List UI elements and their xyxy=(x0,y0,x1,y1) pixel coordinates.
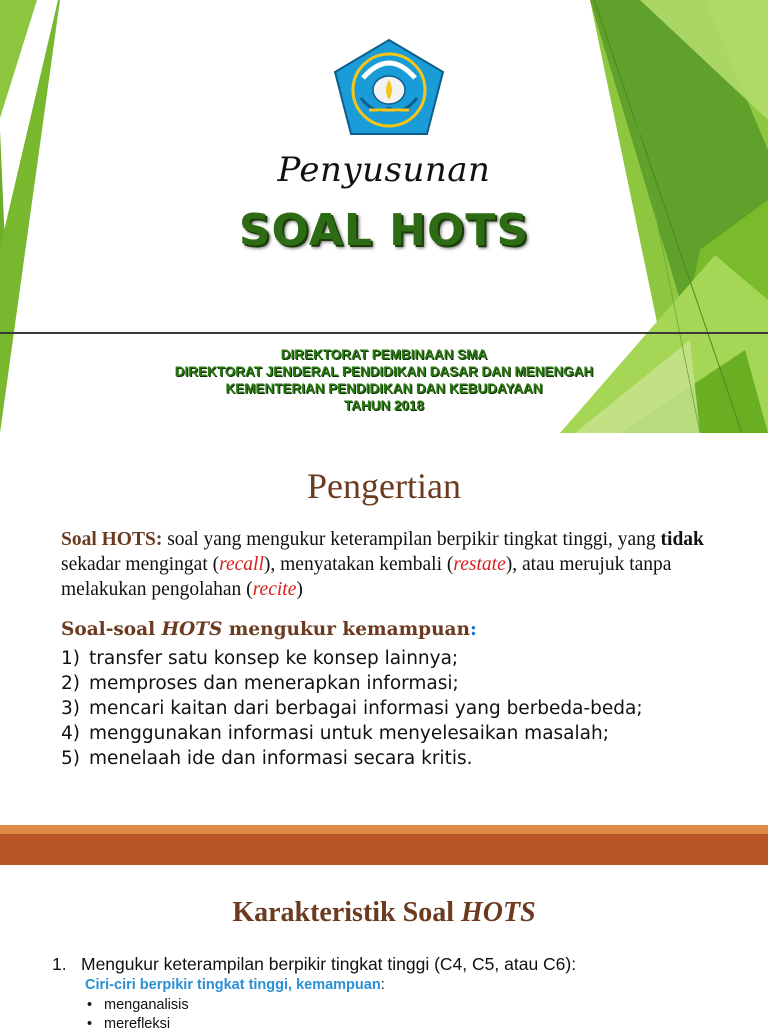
heading-emphasis: HOTS xyxy=(460,897,536,928)
term-restate: restate xyxy=(453,554,506,575)
title-slide xyxy=(0,0,768,433)
definition-term: Soal HOTS: xyxy=(61,529,163,550)
sub-label-colon: : xyxy=(380,977,385,993)
emphasis-word: tidak xyxy=(660,529,704,550)
bullet-text: merefleksi xyxy=(104,1016,171,1032)
bullet-icon: • xyxy=(87,1016,93,1032)
definition-slide xyxy=(0,433,768,825)
list-number: 2) xyxy=(61,673,80,694)
definition-text: ) xyxy=(296,579,303,600)
org-line: DIREKTORAT JENDERAL PENDIDIKAN DASAR DAN MENENGAH xyxy=(174,364,594,379)
list-item xyxy=(61,646,643,671)
organization-block xyxy=(0,346,768,414)
definition-text: sekadar mengingat ( xyxy=(61,554,220,575)
list-number: 4) xyxy=(61,723,80,744)
list-text: mencari kaitan dari berbagai informasi yang berbeda-beda; xyxy=(89,698,643,719)
definition-paragraph xyxy=(61,527,733,602)
list-item xyxy=(61,721,643,746)
divider-line xyxy=(0,332,768,334)
list-text: memproses dan menerapkan informasi; xyxy=(89,673,459,694)
header-bar xyxy=(0,834,768,865)
bullet-text: menganalisis xyxy=(104,997,189,1013)
list-text: transfer satu konsep ke konsep lainnya; xyxy=(89,648,459,669)
term-recite: recite xyxy=(252,579,297,600)
org-line: DIREKTORAT PEMBINAAN SMA xyxy=(280,347,488,362)
header-bar-accent xyxy=(0,825,768,834)
definition-text: ), atau merujuk tanpa melakukan pengolahan ( xyxy=(61,554,672,600)
abilities-title-text: Soal-soal xyxy=(61,619,162,640)
sub-label xyxy=(85,977,385,993)
abilities-title-text: mengukur kemampuan xyxy=(222,619,470,640)
slide-heading xyxy=(0,897,768,929)
list-item xyxy=(61,746,643,771)
abilities-title-emphasis: HOTS xyxy=(161,619,223,640)
list-item xyxy=(61,671,643,696)
bullet-item xyxy=(87,996,189,1015)
bullet-icon: • xyxy=(87,997,93,1013)
tut-wuri-handayani-logo xyxy=(333,38,445,136)
definition-text: ), menyatakan kembali ( xyxy=(263,554,454,575)
abilities-title xyxy=(61,619,477,640)
definition-text: soal yang mengukur keterampilan berpikir tingkat tinggi, yang xyxy=(162,529,661,550)
list-number: 5) xyxy=(61,748,80,769)
sub-label-text: Ciri-ciri berpikir tingkat tinggi, kemampuan xyxy=(85,977,381,993)
list-number: 3) xyxy=(61,698,80,719)
list-number: 1) xyxy=(61,648,80,669)
slide-heading: Pengertian xyxy=(307,466,461,506)
bullet-list xyxy=(87,996,189,1034)
list-text: menelaah ide dan informasi secara kritis. xyxy=(89,748,473,769)
subtitle-script: Penyusunan xyxy=(277,150,491,190)
abilities-list xyxy=(61,646,643,771)
item-number: 1. xyxy=(52,954,67,974)
heading-text: Karakteristik Soal xyxy=(232,897,461,928)
item-text: Mengukur keterampilan berpikir tingkat tinggi (C4, C5, atau C6): xyxy=(81,954,577,974)
numbered-item xyxy=(52,954,576,975)
term-recall: recall xyxy=(219,554,264,575)
characteristics-slide xyxy=(0,865,768,1032)
bullet-item xyxy=(87,1015,189,1034)
org-line: TAHUN 2018 xyxy=(343,398,425,413)
abilities-title-colon: : xyxy=(469,619,477,640)
slide-title: SOAL HOTS xyxy=(238,205,530,256)
list-text: menggunakan informasi untuk menyelesaikan masalah; xyxy=(89,723,609,744)
org-line: KEMENTERIAN PENDIDIKAN DAN KEBUDAYAAN xyxy=(225,381,543,396)
list-item xyxy=(61,696,643,721)
